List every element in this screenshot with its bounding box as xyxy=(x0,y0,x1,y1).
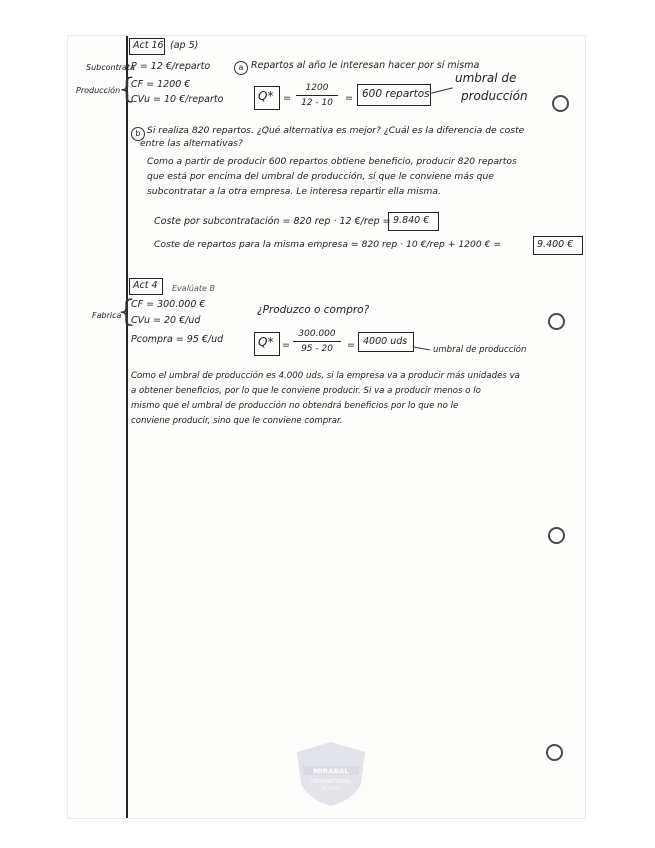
act16-title: Act 16 xyxy=(133,40,164,51)
watermark-line1: MIRABAL xyxy=(313,767,349,776)
fraction-act4-denominator: 95 - 20 xyxy=(301,344,333,354)
act16-price: P = 12 €/reparto xyxy=(131,61,211,72)
act4-pcompra: Pcompra = 95 €/ud xyxy=(131,334,224,345)
act4-q-star-label: Q* xyxy=(258,335,274,349)
act4-subtitle: Evalúate B xyxy=(172,284,215,293)
watermark-line3: SCHOOL xyxy=(321,787,341,792)
act4-equals-2: = xyxy=(347,340,355,351)
label-fabrica: Fabrica xyxy=(92,311,122,320)
umbral-a-line2: producción xyxy=(461,89,528,103)
label-produccion: Producción xyxy=(76,86,121,95)
act16-cf: CF = 1200 € xyxy=(131,79,191,90)
brace-produccion: { xyxy=(118,72,136,105)
fraction-act4-numerator: 300.000 xyxy=(298,329,336,339)
binder-hole-1 xyxy=(552,95,569,112)
act4-equals-1: = xyxy=(282,340,290,351)
binder-hole-2 xyxy=(548,313,565,330)
act16-ap: (ap 5) xyxy=(170,40,199,51)
act16-question-b-line2: entre las alternativas? xyxy=(140,138,243,149)
result-a: 600 repartos xyxy=(362,88,430,100)
equals-1: = xyxy=(283,93,291,104)
coste-subcontratacion: Coste por subcontratación = 820 rep · 12 €/rep = xyxy=(154,216,391,227)
fraction-a xyxy=(296,83,338,108)
label-subcontrata: Subcontrata xyxy=(86,63,135,72)
fraction-a-denominator: 12 - 10 xyxy=(301,98,333,108)
act16-question-b-line1: Si realiza 820 repartos. ¿Qué alternativa es mejor? ¿Cuál es la diferencia de coste xyxy=(147,125,525,136)
act4-answer-line3: mismo que el umbral de producción no obtendrá beneficios por lo que no le xyxy=(131,401,459,411)
act16-question-a: Repartos al año le interesan hacer por sí misma xyxy=(251,60,480,71)
act16-answer-b-line3: subcontratar a la otra empresa. Le interesa repartir ella misma. xyxy=(147,186,441,197)
act4-result: 4000 uds xyxy=(363,336,408,347)
act4-umbral: umbral de producción xyxy=(433,345,527,355)
q-star-label: Q* xyxy=(258,89,274,103)
act4-cvu: CVu = 20 €/ud xyxy=(131,315,201,326)
equals-2: = xyxy=(345,93,353,104)
coste-misma-value: 9.400 € xyxy=(537,239,574,250)
act4-answer-line1: Como el umbral de producción es 4.000 uds, si la empresa va a producir más unidades va xyxy=(131,371,520,381)
act4-answer-line4: conviene producir, sino que le conviene comprar. xyxy=(131,416,343,426)
coste-misma-empresa: Coste de repartos para la misma empresa = 820 rep · 10 €/rep + 1200 € = xyxy=(154,239,502,250)
watermark-line2: INTERNATIONAL xyxy=(310,779,352,785)
item-a-marker: a xyxy=(234,61,248,75)
act4-question: ¿Produzco o compro? xyxy=(257,304,370,316)
act4-title: Act 4 xyxy=(133,280,158,291)
umbral-a-line1: umbral de xyxy=(455,71,517,85)
margin-line xyxy=(126,36,128,818)
act16-cvu: CVu = 10 €/reparto xyxy=(131,94,224,105)
item-b-marker: b xyxy=(131,127,145,141)
act16-answer-b-line2: que está por encima del umbral de producción, sí que le conviene más que xyxy=(147,171,494,182)
act4-answer-line2: a obtener beneficios, por lo que le conviene producir. Si va a producir menos o lo xyxy=(131,386,481,396)
coste-sub-value: 9.840 € xyxy=(393,215,430,226)
act16-answer-b-line1: Como a partir de producir 600 repartos obtiene beneficio, producir 820 repartos xyxy=(147,156,517,167)
fraction-act4 xyxy=(293,329,341,354)
fraction-a-numerator: 1200 xyxy=(305,83,329,93)
binder-hole-4 xyxy=(546,744,563,761)
act4-cf: CF = 300.000 € xyxy=(131,299,206,310)
brace-fabrica: { xyxy=(117,294,137,329)
school-logo-watermark xyxy=(293,740,369,808)
binder-hole-3 xyxy=(548,527,565,544)
